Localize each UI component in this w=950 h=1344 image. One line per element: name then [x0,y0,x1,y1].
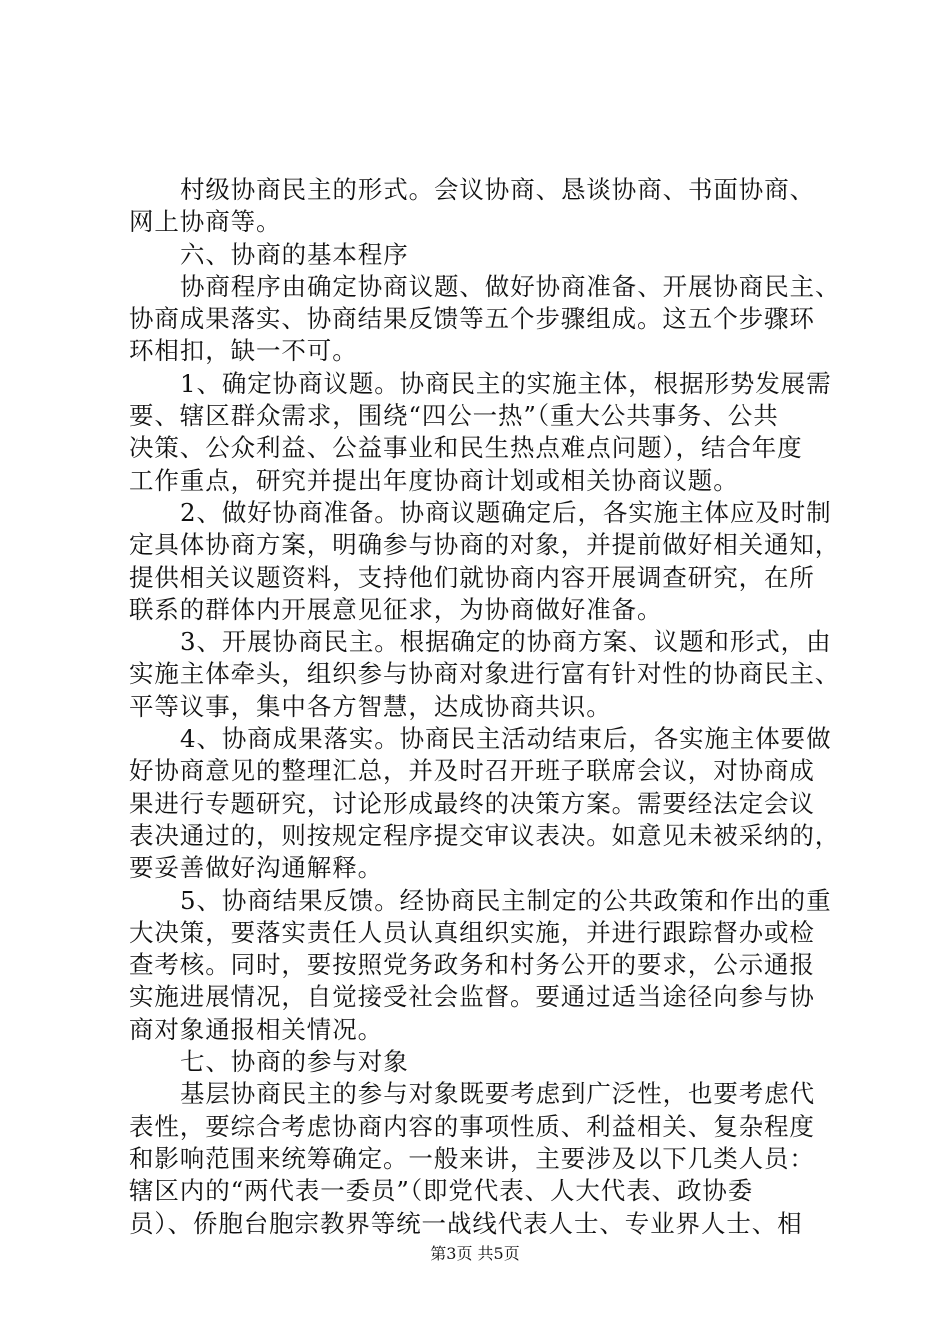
text-line: 协商成果落实、协商结果反馈等五个步骤组成。这五个步骤环 [129,304,815,334]
text-line: 好协商意见的整理汇总，并及时召开班子联席会议，对协商成 [129,756,815,786]
text-line: 提供相关议题资料，支持他们就协商内容开展调查研究，在所 [129,562,815,592]
text-line: 表决通过的，则按规定程序提交审议表决。如意见未被采纳的， [129,820,841,850]
text-line: 3、开展协商民主。根据确定的协商方案、议题和形式，由 [180,627,832,657]
page-footer: 第3页 共5页 [430,1244,520,1263]
text-line: 果进行专题研究，讨论形成最终的决策方案。需要经法定会议 [129,788,815,818]
text-line: 2、做好协商准备。协商议题确定后，各实施主体应及时制 [180,497,832,527]
text-line: 辖区内的“两代表一委员”（即党代表、人大代表、政协委 [129,1176,754,1206]
text-line: 和影响范围来统筹确定。一般来讲，主要涉及以下几类人员： [129,1143,815,1173]
text-line: 商对象通报相关情况。 [129,1014,383,1044]
text-line: 网上协商等。 [129,207,282,237]
text-line: 大决策，要落实责任人员认真组织实施，并进行跟踪督办或检 [129,917,815,947]
text-line: 六、协商的基本程序 [180,239,409,269]
text-line: 1、确定协商议题。协商民主的实施主体，根据形势发展需 [180,368,832,398]
text-line: 基层协商民主的参与对象既要考虑到广泛性，也要考虑代 [180,1079,815,1109]
text-line: 联系的群体内开展意见征求，为协商做好准备。 [129,594,663,624]
text-line: 七、协商的参与对象 [180,1047,409,1077]
text-line: 平等议事，集中各方智慧，达成协商共识。 [129,691,612,721]
text-line: 工作重点，研究并提出年度协商计划或相关协商议题。 [129,465,739,495]
text-line: 村级协商民主的形式。会议协商、恳谈协商、书面协商、 [180,175,815,204]
text-line: 要妥善做好沟通解释。 [129,853,383,883]
text-line: 表性，要综合考虑协商内容的事项性质、利益相关、复杂程度 [129,1111,815,1141]
text-line: 决策、公众利益、公益事业和民生热点难点问题），结合年度 [129,433,803,463]
document-body [129,174,841,1240]
text-line: 员）、侨胞台胞宗教界等统一战线代表人士、专业界人士、相 [129,1208,803,1238]
text-line: 实施主体牵头，组织参与协商对象进行富有针对性的协商民主、 [129,659,841,689]
text-line: 环相扣，缺一不可。 [129,336,358,366]
text-line: 实施进展情况，自觉接受社会监督。要通过适当途径向参与协 [129,982,815,1012]
text-line: 查考核。同时，要按照党务政务和村务公开的要求，公示通报 [129,950,815,980]
text-line: 要、辖区群众需求，围绕“四公一热”（重大公共事务、公共 [129,401,779,431]
text-line: 4、协商成果落实。协商民主活动结束后，各实施主体要做 [180,724,832,754]
text-line: 协商程序由确定协商议题、做好协商准备、开展协商民主、 [180,271,841,301]
text-line: 定具体协商方案，明确参与协商的对象，并提前做好相关通知， [129,530,841,560]
text-line: 5、协商结果反馈。经协商民主制定的公共政策和作出的重 [180,885,832,915]
